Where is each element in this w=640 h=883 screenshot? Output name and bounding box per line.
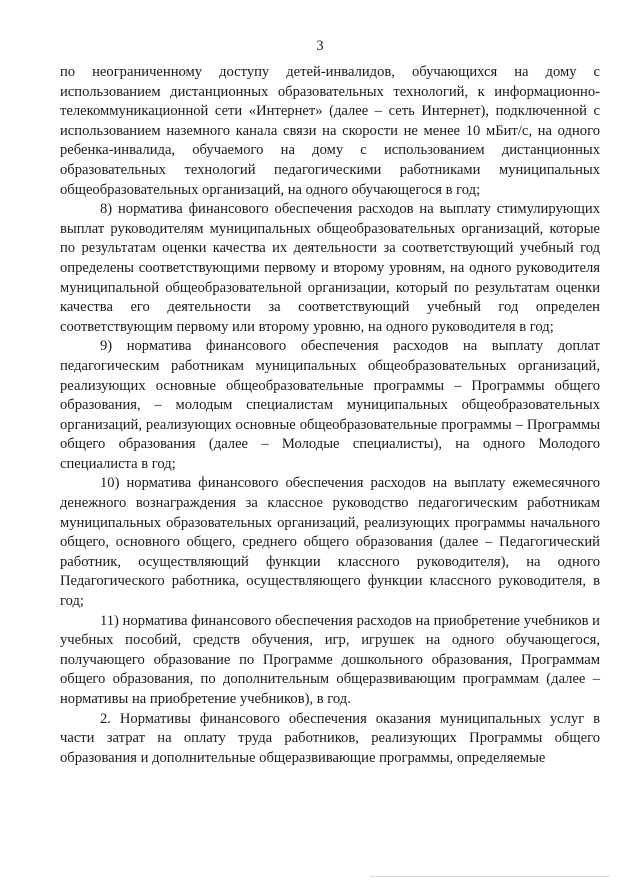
paragraph-continuation: по неограниченному доступу детей-инвалидов, обучающихся на дому с использованием дистанционных образовательных технологий, к информационно-телекоммуникационной сети «Интернет» (далее – сеть Интернет), подключенной с использованием наземного канала связи на скорости не менее 10 мБит/с, на одного ребенка-инвалида, обучаемого на дому с использованием дистанционных образовательных технологий педагогическими работниками муниципальных общеобразовательных организаций, на одного обучающегося в год; [60, 64, 600, 198]
scan-edge-line [370, 876, 610, 877]
paragraph-section-2: 2. Нормативы финансового обеспечения оказания муниципальных услуг в части затрат на оплату труда работников, реализующих Программы общего образования и дополнительные общеразвивающие программы, определяемые [60, 710, 600, 766]
paragraph-item-10: 10) норматива финансового обеспечения расходов на выплату ежемесячного денежного вознаграждения за классное руководство педагогическим работникам муниципальных образовательных организаций, реализующих программы начального общего, основного общего, среднего общего образования (далее – Педагогический работник, осуществляющий функции классного руководителя), на одного Педагогического работника, осуществляющего функции классного руководителя, в год; [60, 475, 600, 610]
paragraph-item-8: 8) норматива финансового обеспечения расходов на выплату стимулирующих выплат руководителям муниципальных общеобразовательных организаций, которые по результатам оценки качества их деятельности за соответствующий учебный год определены соответствующими первому и второму уровням, на одного руководителя муниципальной общеобразовательной организации, который по результатам оценки качества его деятельности за соответствующий учебный год определен соответствующим первому или второму уровню, на одного руководителя в год; [60, 201, 600, 335]
paragraph-item-11: 11) норматива финансового обеспечения расходов на приобретение учебников и учебных пособий, средств обучения, игр, игрушек на одного обучающегося, получающего образование по Программе дошкольного образования, Программам общего образования, по дополнительным общеразвивающим программам (далее – нормативы на приобретение учебников), в год. [60, 612, 600, 707]
paragraph-item-9: 9) норматива финансового обеспечения расходов на выплату доплат педагогическим работникам муниципальных общеобразовательных организаций, реализующих основные общеобразовательные программы – Программы общего образования, – молодым специалистам муниципальных общеобразовательных организаций, реализующих основные общеобразовательные программы – Программы общего образования (далее – Молодые специалисты), на одного Молодого специалиста в год; [60, 338, 600, 472]
page-number: 3 [316, 38, 324, 54]
document-body [60, 63, 600, 768]
